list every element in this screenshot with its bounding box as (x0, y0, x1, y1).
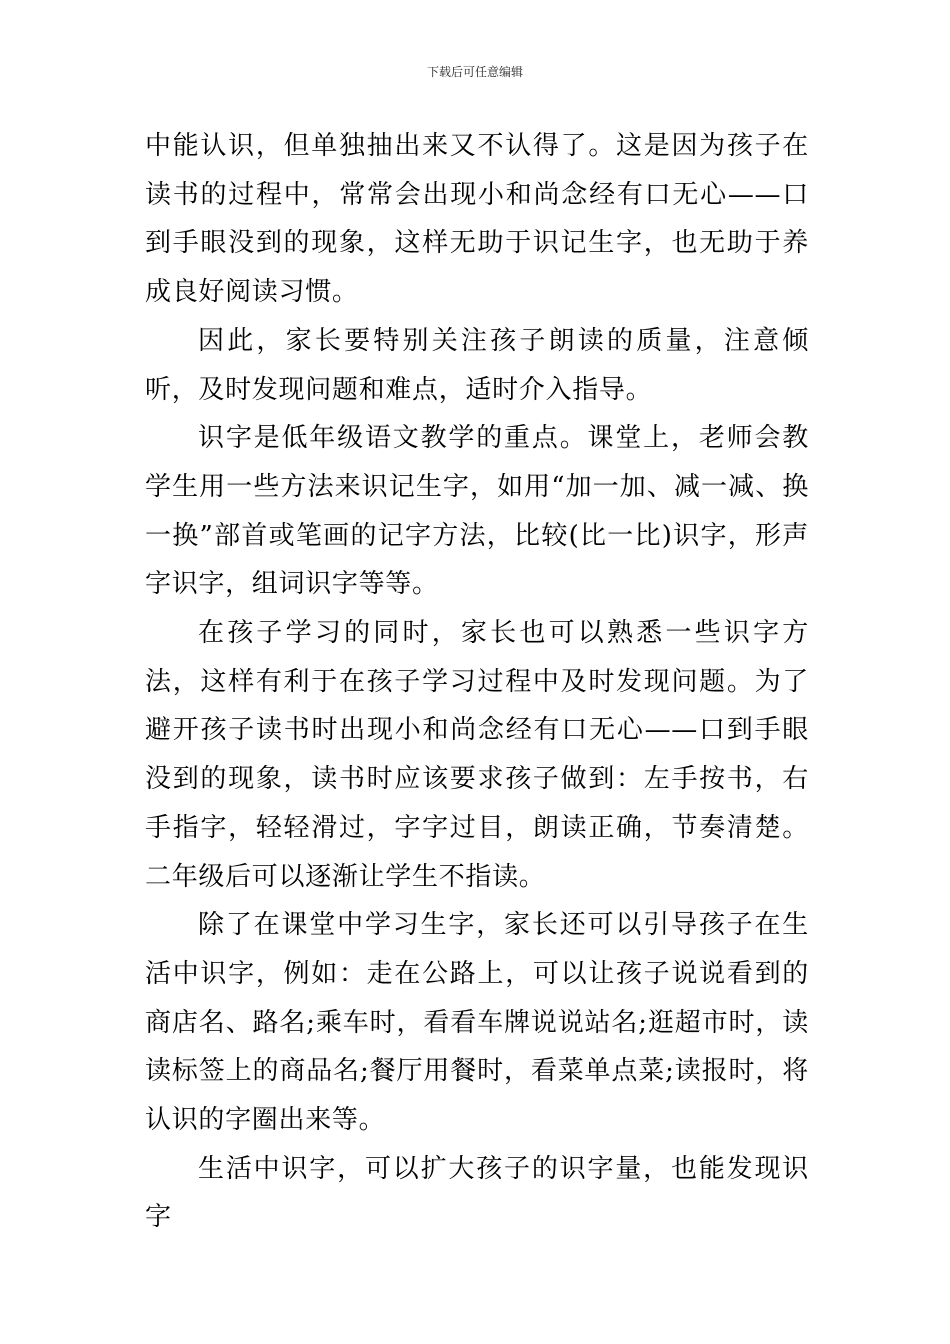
paragraph-3: 识字是低年级语文教学的重点。课堂上，老师会教学生用一些方法来识记生字，如用“加一加、减一减、换一换”部首或笔画的记字方法，比较(比一比)识字，形声字识字，组词识字等等。 (145, 423, 809, 600)
paragraph-6: 生活中识字，可以扩大孩子的识字量，也能发现识字 (145, 1153, 809, 1233)
paragraph-4: 在孩子学习的同时，家长也可以熟悉一些识字方法，这样有利于在孩子学习过程中及时发现问题。为了避开孩子读书时出现小和尚念经有口无心——口到手眼没到的现象，读书时应该要求孩子做到：左手按书，右手指字，轻轻滑过，字字过目，朗读正确，节奏清楚。二年级后可以逐渐让学生不指读。 (145, 618, 809, 892)
document-body (145, 122, 809, 1242)
paragraph-5: 除了在课堂中学习生字，家长还可以引导孩子在生活中识字，例如：走在公路上，可以让孩子说说看到的商店名、路名;乘车时，看看车牌说说站名;逛超市时，读读标签上的商品名;餐厅用餐时，看菜单点菜;读报时，将认识的字圈出来等。 (145, 910, 809, 1136)
paragraph-2: 因此，家长要特别关注孩子朗读的质量，注意倾听，及时发现问题和难点，适时介入指导。 (145, 325, 809, 405)
paragraph-1: 中能认识，但单独抽出来又不认得了。这是因为孩子在读书的过程中，常常会出现小和尚念经有口无心——口到手眼没到的现象，这样无助于识记生字，也无助于养成良好阅读习惯。 (145, 131, 809, 308)
page-header: 下载后可任意编辑 (426, 65, 523, 79)
